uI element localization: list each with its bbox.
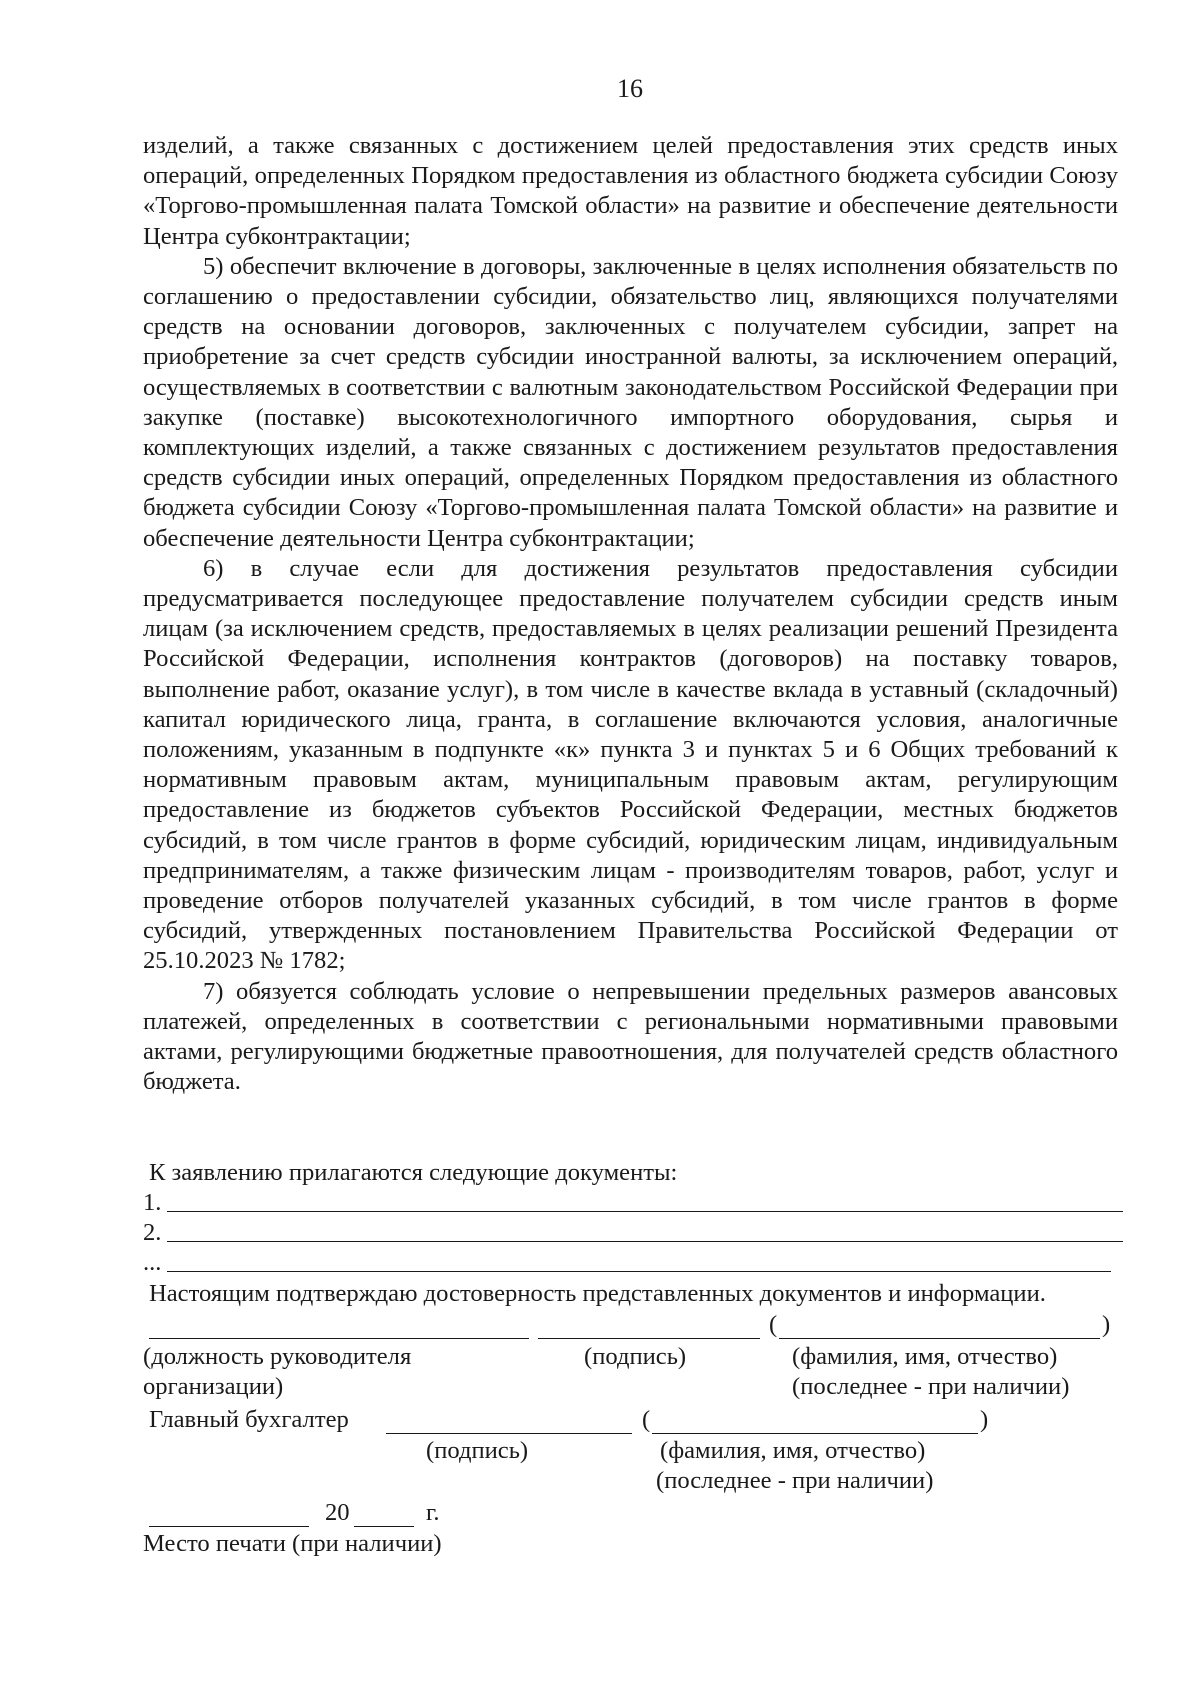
confirmation-statement: Настоящим подтверждаю достоверность представленных документов и информации.: [149, 1280, 1046, 1307]
attachment-fill-line[interactable]: [167, 1211, 1123, 1212]
head-name-paren-open: (: [769, 1311, 778, 1338]
accountant-name-line[interactable]: [652, 1433, 978, 1434]
head-name-line[interactable]: [779, 1338, 1100, 1339]
head-name-label: (фамилия, имя, отчество): [792, 1343, 1058, 1370]
head-signature-label: (подпись): [584, 1343, 687, 1370]
head-name-label-cont: (последнее - при наличии): [792, 1373, 1070, 1400]
paragraph-item-7: 7) обязуется соблюдать условие о непревышении предельных размеров авансовых платежей, определенных в соответствии с региональными нормативными правовыми актами, регулирующими бюджетные правоотношения, для получателей средств областного бюджета.: [143, 977, 1118, 1096]
accountant-signature-label: (подпись): [426, 1437, 529, 1464]
accountant-name-label-cont: (последнее - при наличии): [656, 1467, 934, 1494]
attachments-section: [143, 1158, 1123, 1278]
head-signature-line[interactable]: [538, 1338, 760, 1339]
attachment-row[interactable]: [143, 1218, 1123, 1248]
body-text: [143, 131, 1118, 1098]
attachment-row[interactable]: [143, 1188, 1123, 1218]
accountant-name-paren-open: (: [642, 1406, 651, 1433]
page-number: 16: [617, 74, 643, 103]
accountant-name-paren-close: ): [980, 1406, 989, 1433]
attachment-row[interactable]: [143, 1248, 1123, 1278]
paragraph-item-6: 6) в случае если для достижения результатов предоставления субсидии предусматривается последующее предоставление получателем субсидии средств иным лицам (за исключением средств, предоставляемых в целях реализации решений Президента Российской Федерации, исполнения контрактов (договоров) на поставку товаров, выполнение работ, оказание услуг), в том числе в качестве вклада в уставный (складочный) капитал юридического лица, гранта, в соглашение включаются условия, аналогичные положениям, указанным в подпункте «к» пункта 3 и пунктах 5 и 6 Общих требований к нормативным правовым актам, муниципальным правовым актам, регулирующим предоставление из бюджетов субъектов Российской Федерации, местных бюджетов субсидий, в том числе грантов в форме субсидий, юридическим лицам, индивидуальным предпринимателям, а также физическим лицам - производителям товаров, работ, услуг и проведение отборов получателей указанных субсидий, в том числе грантов в форме субсидий, утвержденных постановлением Правительства Российской Федерации от 25.10.2023 № 1782;: [143, 554, 1118, 975]
attachment-number: ...: [143, 1249, 162, 1276]
accountant-signature-line[interactable]: [386, 1433, 632, 1434]
seal-label: Место печати (при наличии): [143, 1530, 442, 1557]
paragraph-item-5: 5) обеспечит включение в договоры, заключенные в целях исполнения обязательств по соглашению о предоставлении субсидии, обязательство лиц, являющихся получателями средств на основании договоров, заключенных с получателем субсидии, запрет на приобретение за счет средств субсидии иностранной валюты, за исключением операций, осуществляемых в соответствии с валютным законодательством Российской Федерации при закупке (поставке) высокотехнологичного импортного оборудования, сырья и комплектующих изделий, а также связанных с достижением результатов предоставления средств субсидии иных операций, определенных Порядком предоставления из областного бюджета субсидии Союзу «Торгово-промышленная палата Томской области» на развитие и обеспечение деятельности Центра субконтрактации;: [143, 252, 1118, 552]
accountant-title: Главный бухгалтер: [149, 1406, 349, 1433]
paragraph-continuation: изделий, а также связанных с достижением целей предоставления этих средств иных операций, определенных Порядком предоставления из областного бюджета субсидии Союзу «Торгово-промышленная палата Томской области» на развитие и обеспечение деятельности Центра субконтрактации;: [143, 132, 1118, 250]
date-year-prefix: 20: [325, 1499, 350, 1526]
date-year-line[interactable]: [354, 1526, 414, 1527]
head-position-label: (должность руководителя: [143, 1343, 412, 1370]
attachments-intro: К заявлению прилагаются следующие документы:: [149, 1159, 678, 1186]
accountant-name-label: (фамилия, имя, отчество): [660, 1437, 926, 1464]
head-name-paren-close: ): [1102, 1311, 1111, 1338]
date-year-suffix: г.: [426, 1499, 440, 1526]
attachment-fill-line[interactable]: [167, 1241, 1123, 1242]
head-position-label-cont: организации): [143, 1373, 284, 1400]
attachment-number: 2.: [143, 1219, 162, 1246]
date-day-month-line[interactable]: [149, 1526, 309, 1527]
attachment-number: 1.: [143, 1189, 162, 1216]
head-position-line[interactable]: [149, 1338, 529, 1339]
attachment-fill-line[interactable]: [167, 1271, 1111, 1272]
